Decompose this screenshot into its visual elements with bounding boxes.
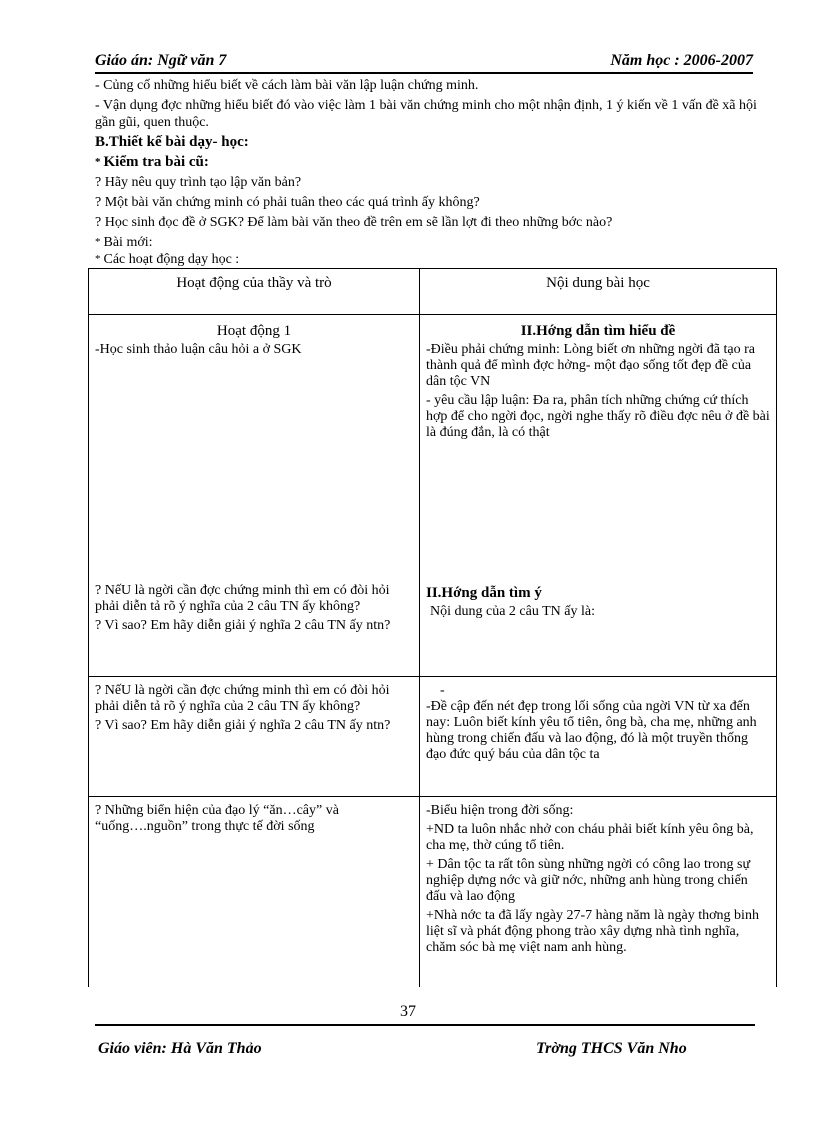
content-paragraph: +Nhà nớc ta đã lấy ngày 27-7 hàng năm là ngày thơng binh liệt sĩ và phát động phong trào xây dựng nhà tình nghĩa, chăm sóc bà mẹ việt nam anh hùng. <box>426 908 759 955</box>
table-row <box>89 677 777 797</box>
row2-right-cell <box>420 677 777 797</box>
content-paragraph: -Biểu hiện trong đời sống: <box>426 803 574 818</box>
row2-left-cell <box>89 677 420 797</box>
question-text: ? Những biển hiện của đạo lý “ăn…cây” và “uống….nguồn” trong thực tế đời sống <box>95 803 339 834</box>
row3-right-cell <box>420 797 777 987</box>
activities-label: Các hoạt động dạy học : <box>103 252 240 267</box>
review-question-3: ? Học sinh đọc đề ở SGK? Để làm bài văn theo đề trên em sẽ lần lợt đi theo những bớc nào? <box>95 215 613 230</box>
row1-right-lower <box>426 585 770 623</box>
activity-instruction: -Học sinh thảo luận câu hỏi a ở SGK <box>95 342 302 357</box>
table-row <box>89 315 777 677</box>
content-paragraph: Nội dung của 2 câu TN ấy là: <box>430 604 595 619</box>
review-question-2: ? Một bài văn chứng minh có phải tuân theo các quá trình ấy không? <box>95 195 480 210</box>
header-subject: Giáo án: Ngữ văn 7 <box>95 52 227 69</box>
activity-title: Hoạt động 1 <box>216 323 292 339</box>
table-row <box>89 797 777 987</box>
footer-divider <box>95 1024 755 1026</box>
question-text: ? Vì sao? Em hãy diễn giải ý nghĩa 2 câu TN ấy ntn? <box>95 618 391 633</box>
footer-teacher: Giáo viên: Hà Văn Thảo <box>98 1040 262 1057</box>
row1-left-questions <box>95 583 413 637</box>
content-paragraph: - yêu cầu lập luận: Đa ra, phân tích những chứng cứ thích hợp để cho ngời đọc, ngời nghe thấy rõ điều đợc nêu ở đề bài là đúng đắn, là có thật <box>426 393 770 440</box>
header-school-year: Năm học : 2006-2007 <box>610 52 753 69</box>
section-title: II.Hớng dẫn tìm ý <box>426 585 542 601</box>
row1-left-cell <box>89 315 420 677</box>
content-paragraph: + Dân tộc ta rất tôn sùng những ngời có công lao trong sự nghiệp dựng nớc và giữ nớc, những anh hùng trong chiến đấu và lao động <box>426 857 751 904</box>
activities-heading <box>95 251 765 268</box>
kiem-tra-heading <box>95 154 765 171</box>
question-text: ? NếU là ngời cần đợc chứng minh thì em có đòi hỏi phải diễn tả rõ ý nghĩa của 2 câu TN ấy không? <box>95 683 390 714</box>
bai-moi-heading <box>95 234 765 251</box>
asterisk-bullet: * <box>95 236 101 248</box>
content-paragraph: -Đề cập đến nét đẹp trong lối sống của ngời VN từ xa đến nay: Luôn biết kính yêu tổ tiên, ông bà, cha mẹ, những anh hùng trong chiến đấu và lao động, đó là một truyền thống đạo đức quý báu của dân tộc ta <box>426 699 757 762</box>
question-text: ? NếU là ngời cần đợc chứng minh thì em có đòi hỏi phải diễn tả rõ ý nghĩa của 2 câu TN ấy không? <box>95 583 390 614</box>
review-question-1: ? Hãy nêu quy trình tạo lập văn bản? <box>95 175 302 190</box>
footer-school: Trờng THCS Văn Nho <box>536 1040 687 1057</box>
table-header-row <box>89 269 777 315</box>
objective-2: - Vận dụng đợc những hiểu biết đó vào việc làm 1 bài văn chứng minh cho một nhận định, 1 ý kiến về 1 vấn đề xã hội gần gũi, quen thuộc. <box>95 98 757 130</box>
bai-moi-label: Bài mới: <box>103 235 153 250</box>
objective-1: - Củng cố những hiểu biết về cách làm bài văn lập luận chứng minh. <box>95 78 479 93</box>
page-number: 37 <box>400 1003 416 1020</box>
column-header-activities: Hoạt động của thầy và trò <box>89 269 420 315</box>
content-paragraph: -Điều phải chứng minh: Lòng biết ơn những ngời đã tạo ra thành quả để mình đợc hởng- một đạo sống tốt đẹp đề của dân tộc VN <box>426 342 755 389</box>
lesson-intro <box>95 77 765 268</box>
row1-right-cell <box>420 315 777 677</box>
question-text: ? Vì sao? Em hãy diễn giải ý nghĩa 2 câu TN ấy ntn? <box>95 718 391 733</box>
lesson-table <box>88 268 777 987</box>
content-paragraph: +ND ta luôn nhắc nhở con cháu phải biết kính yêu ông bà, cha mẹ, thờ cúng tổ tiên. <box>426 822 754 853</box>
kiem-tra-label: Kiểm tra bài cũ: <box>103 154 209 170</box>
row3-left-cell <box>89 797 420 987</box>
section-b-heading: B.Thiết kế bài dạy- học: <box>95 134 249 150</box>
asterisk-bullet: * <box>95 156 101 168</box>
dash-marker: - <box>440 683 445 698</box>
section-title: II.Hớng dẫn tìm hiểu đề <box>520 323 676 339</box>
page-header <box>95 50 753 74</box>
asterisk-bullet: * <box>95 253 101 265</box>
column-header-content: Nội dung bài học <box>420 269 777 315</box>
